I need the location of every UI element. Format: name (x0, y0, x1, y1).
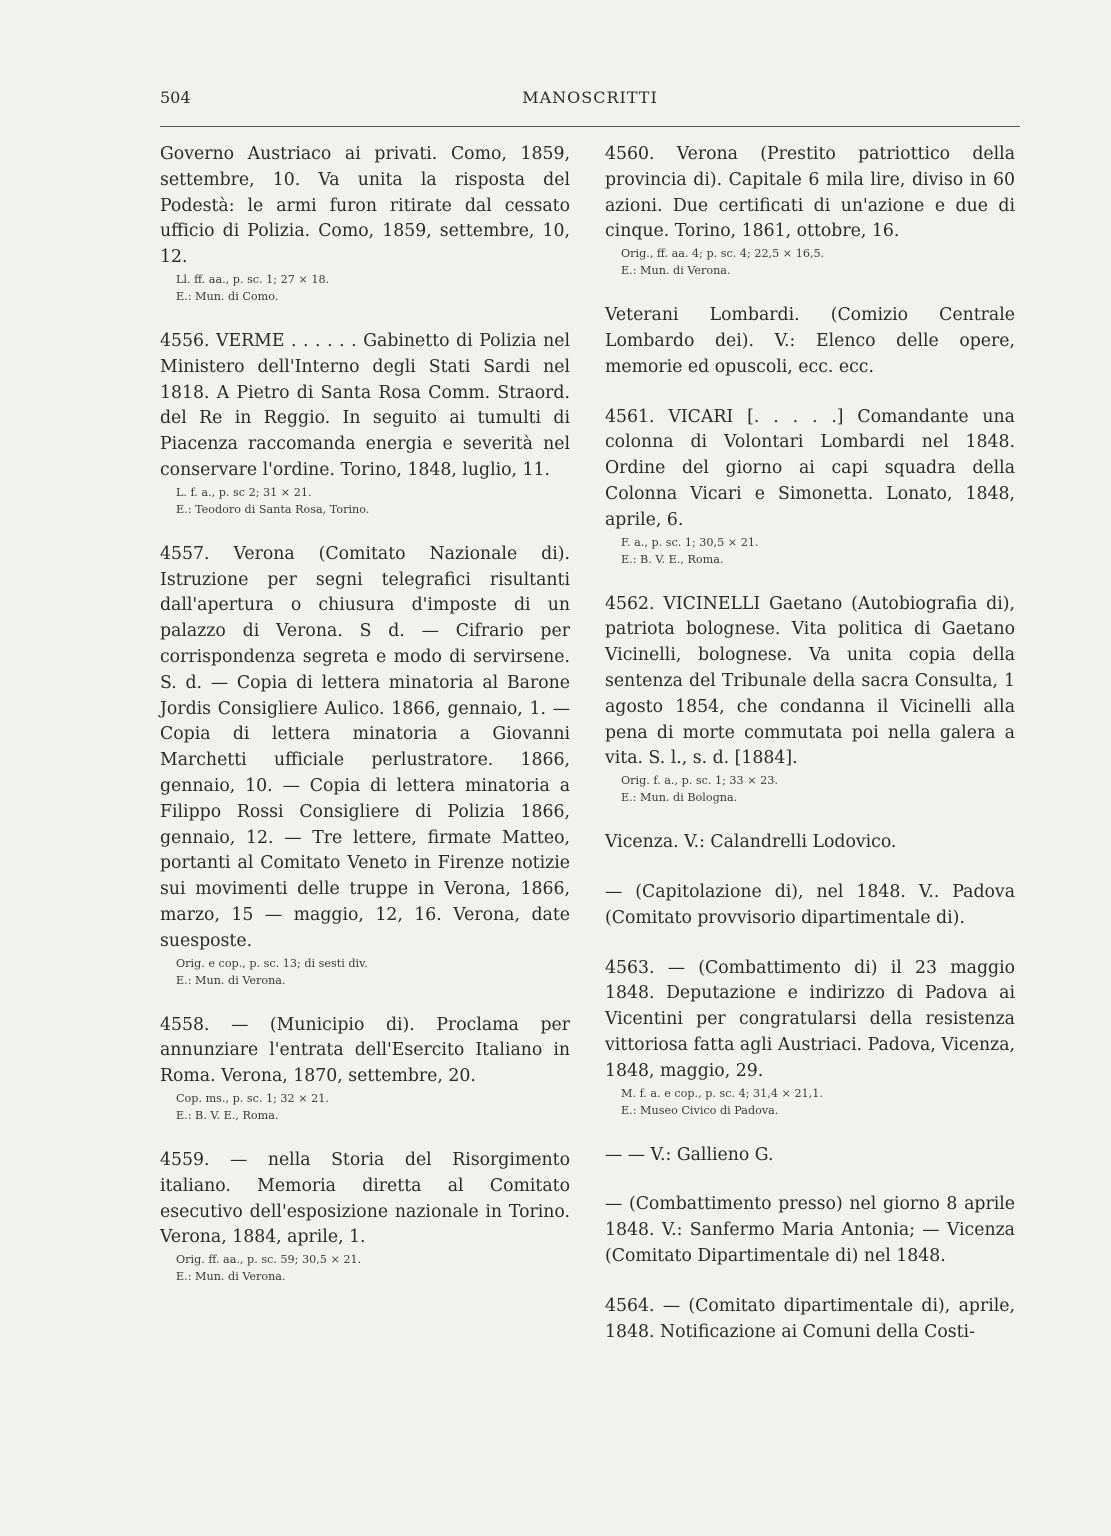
entry-text: 4561. VICARI [. . . . .] Comandante una colonna di Volontari Lombardi nel 1848. Ordine del giorno ai capi squadra della Colonna Vicari e Simonetta. Lonato, 1848, aprile, 6. (605, 406, 1015, 530)
catalog-entry (605, 592, 1015, 807)
header-rule (160, 126, 1020, 127)
entry-description: L. f. a., p. sc 2; 31 × 21. (176, 485, 312, 499)
catalog-entry (160, 1013, 570, 1124)
catalog-entry (605, 142, 1015, 279)
catalog-entry (160, 142, 570, 305)
entry-text: 4562. VICINELLI Gaetano (Autobiografia di), patriota bolognese. Vita politica di Gaetano Vicinelli, bolognese. Va unita copia della sentenza del Tribunale della sacra Consulta, 1 agosto 1854, che condanna il Vicinelli alla pena di morte commutata poi nella galera a vita. S. l., s. d. [1884]. (605, 593, 1015, 769)
entry-text: 4558. — (Municipio di). Proclama per annunziare l'entrata dell'Esercito Italiano in Roma. Verona, 1870, settembre, 20. (160, 1014, 570, 1087)
entry-text: 4564. — (Comitato dipartimentale di), aprile, 1848. Notificazione ai Comuni della Costi- (605, 1295, 1015, 1342)
entry-text: 4563. — (Combattimento di) il 23 maggio 1848. Deputazione e indirizzo di Padova ai Vicentini per congratularsi della resistenza vittoriosa fatta agli Austriaci. Padova, Vicenza, 1848, maggio, 29. (605, 957, 1015, 1081)
running-title: MANOSCRITTI (522, 88, 658, 107)
entry-text: — — V.: Gallieno G. (605, 1144, 774, 1165)
entry-text: 4559. — nella Storia del Risorgimento italiano. Memoria diretta al Comitato esecutivo dell'esposizione nazionale in Torino. Verona, 1884, aprile, 1. (160, 1149, 570, 1248)
page-header (160, 88, 1020, 124)
entry-source: E.: Teodoro di Santa Rosa, Torino. (176, 502, 370, 516)
entry-source: E.: Mun. di Como. (176, 289, 279, 303)
left-column (160, 142, 570, 1309)
right-column (605, 142, 1015, 1369)
catalog-entry (605, 405, 1015, 568)
catalog-entry (160, 1148, 570, 1285)
page-number: 504 (160, 88, 191, 107)
catalog-entry (605, 1294, 1015, 1346)
catalog-entry (605, 956, 1015, 1119)
catalog-entry (160, 542, 570, 989)
catalog-entry (605, 880, 1015, 932)
catalog-entry (605, 1192, 1015, 1269)
entry-source: E.: Mun. di Bologna. (621, 791, 738, 805)
entry-text: Veterani Lombardi. (Comizio Centrale Lombardo dei). V.: Elenco delle opere, memorie ed opuscoli, ecc. ecc. (605, 305, 1015, 377)
entry-text: 4556. VERME . . . . . . Gabinetto di Polizia nel Ministero dell'Interno degli Stati Sardi nel 1818. A Pietro di Santa Rosa Comm. Straord. del Re in Reggio. In seguito ai tumulti di Piacenza raccomanda energia e severità nel conservare l'ordine. Torino, 1848, luglio, 11. (160, 330, 570, 480)
entry-source: E.: Museo Civico di Padova. (621, 1103, 779, 1117)
catalog-entry (605, 830, 1015, 856)
entry-source: E.: B. V. E., Roma. (621, 552, 724, 566)
entry-source: E.: Mun. di Verona. (621, 264, 731, 278)
entry-description: F. a., p. sc. 1; 30,5 × 21. (621, 535, 759, 549)
entry-description: Orig. f. a., p. sc. 1; 33 × 23. (621, 774, 778, 788)
entry-text: Vicenza. V.: Calandrelli Lodovico. (605, 832, 897, 853)
catalog-entry (160, 329, 570, 518)
entry-source: E.: B. V. E., Roma. (176, 1108, 279, 1122)
entry-description: Ll. ff. aa., p. sc. 1; 27 × 18. (176, 272, 330, 286)
catalog-entry (605, 303, 1015, 380)
entry-description: Orig. e cop., p. sc. 13; di sesti div. (176, 956, 368, 970)
entry-description: Cop. ms., p. sc. 1; 32 × 21. (176, 1091, 329, 1105)
entry-text: — (Capitolazione di), nel 1848. V.. Padova (Comitato provvisorio dipartimentale di). (605, 881, 1015, 928)
entry-text: 4560. Verona (Prestito patriottico della provincia di). Capitale 6 mila lire, diviso in 60 azioni. Due certificati di un'azione e due di cinque. Torino, 1861, ottobre, 16. (605, 144, 1015, 242)
entry-text: — (Combattimento presso) nel giorno 8 aprile 1848. V.: Sanfermo Maria Antonia; — Vicenza (Comitato Dipartimentale di) nel 1848. (605, 1194, 1015, 1266)
entry-text: Governo Austriaco ai privati. Como, 1859, settembre, 10. Va unita la risposta del Podestà: le armi furon ritirate dal cessato ufficio di Polizia. Como, 1859, settembre, 10, 12. (160, 144, 570, 268)
entry-description: Orig., ff. aa. 4; p. sc. 4; 22,5 × 16,5. (621, 247, 825, 261)
entry-description: Orig. ff. aa., p. sc. 59; 30,5 × 21. (176, 1253, 362, 1267)
entry-source: E.: Mun. di Verona. (176, 973, 286, 987)
entry-description: M. f. a. e cop., p. sc. 4; 31,4 × 21,1. (621, 1086, 823, 1100)
entry-text: 4557. Verona (Comitato Nazionale di). Istruzione per segni telegrafici risultanti dall'apertura o chiusura d'imposte di un palazzo di Verona. S d. — Cifrario per corrispondenza segreta e modo di servirsene. S. d. — Copia di lettera minatoria al Barone Jordis Consigliere Aulico. 1866, gennaio, 1. — Copia di lettera minatoria a Giovanni Marchetti ufficiale perlustratore. 1866, gennaio, 10. — Copia di lettera minatoria a Filippo Rossi Consigliere di Polizia 1866, gennaio, 12. — Tre lettere, firmate Matteo, portanti al Comitato Veneto in Firenze notizie sui movimenti delle truppe in Verona, 1866, marzo, 15 — maggio, 12, 16. Verona, date suesposte. (160, 543, 570, 951)
entry-source: E.: Mun. di Verona. (176, 1270, 286, 1284)
catalog-entry (605, 1143, 1015, 1169)
